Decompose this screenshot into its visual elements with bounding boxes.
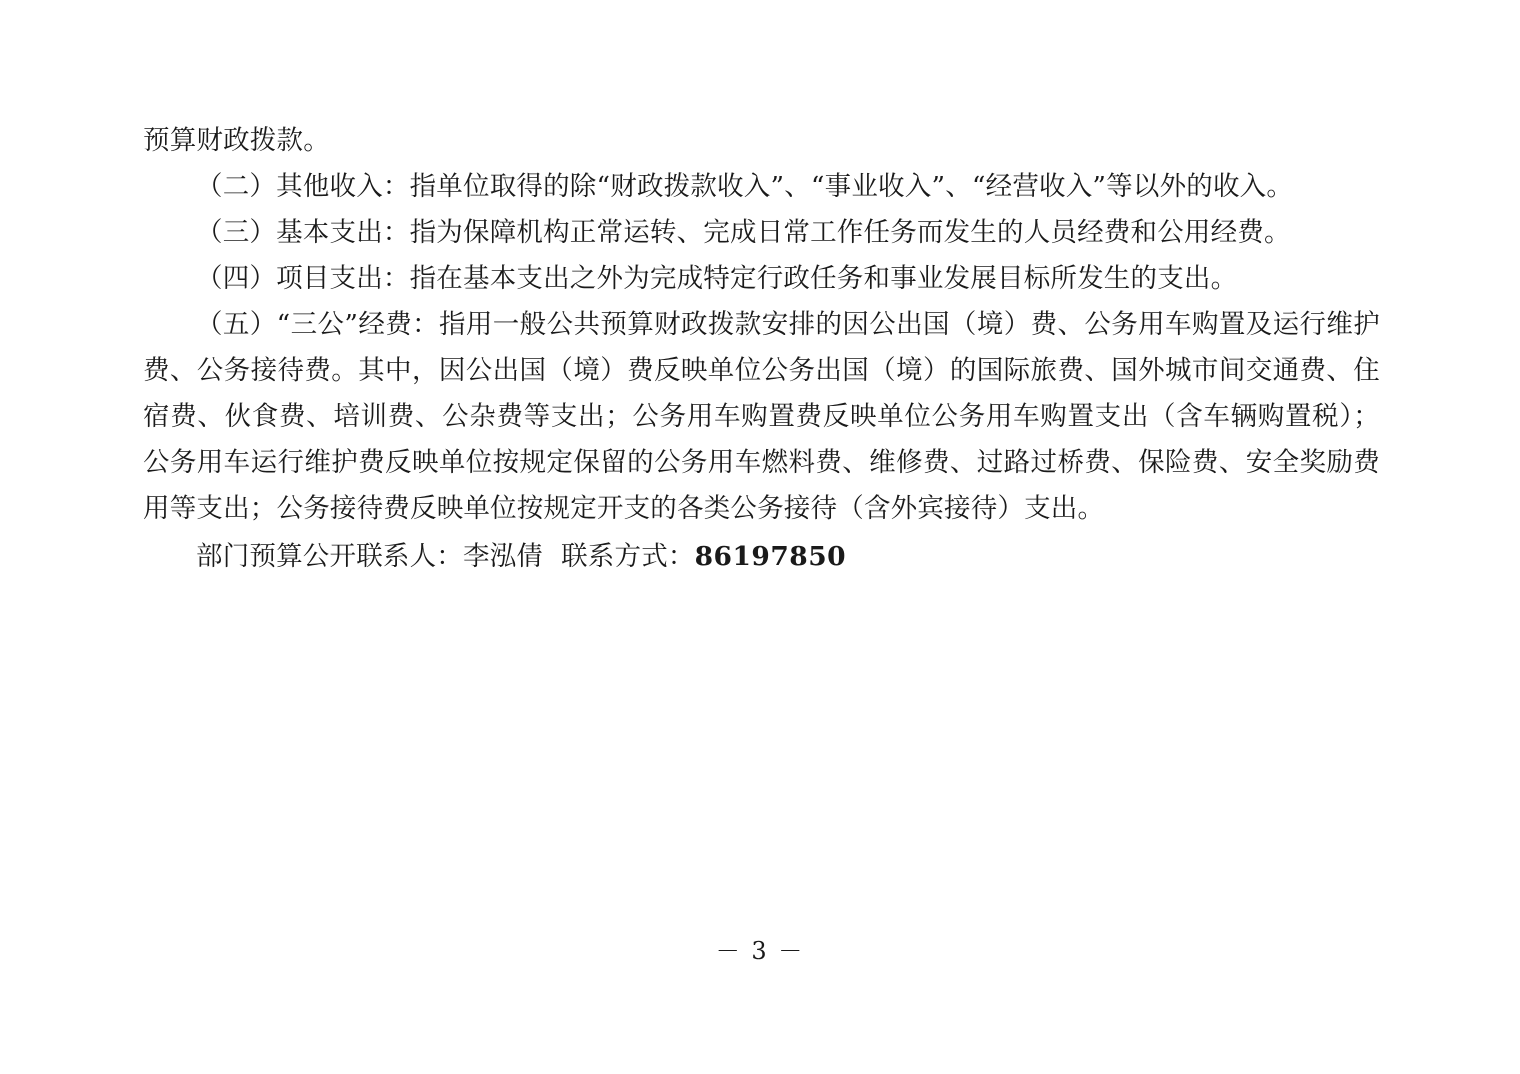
contact-person: 李泓倩 — [463, 541, 544, 572]
contact-label: 部门预算公开联系人： — [196, 541, 463, 572]
contact-phone-number: 86197850 — [694, 541, 847, 572]
paragraph-item-5: （五）“三公”经费：指用一般公共预算财政拨款安排的因公出国（境）费、公务用车购置及运行维护费、公务接待费。其中，因公出国（境）费反映单位公务出国（境）的国际旅费、国外城市间交通费、住宿费、伙食费、培训费、公杂费等支出；公务用车购置费反映单位公务用车购置支出（含车辆购置税）；公务用车运行维护费反映单位按规定保留的公务用车燃料费、维修费、过路过桥费、保险费、安全奖励费用等支出；公务接待费反映单位按规定开支的各类公务接待（含外宾接待）支出。 — [143, 309, 1380, 524]
paragraph-item-3: （三）基本支出：指为保障机构正常运转、完成日常工作任务而发生的人员经费和公用经费。 — [196, 217, 1291, 248]
paragraph-item-4: （四）项目支出：指在基本支出之外为完成特定行政任务和事业发展目标所发生的支出。 — [196, 263, 1238, 294]
paragraph-continuation: 预算财政拨款。 — [143, 125, 330, 156]
paragraph-item-2: （二）其他收入：指单位取得的除“财政拨款收入”、“事业收入”、“经营收入”等以外的收入。 — [196, 171, 1294, 202]
contact-phone-label: 联系方式： — [561, 541, 695, 572]
document-body — [143, 118, 1380, 580]
page-number-footer: － 3 － — [715, 937, 805, 965]
contact-line — [143, 534, 1380, 580]
